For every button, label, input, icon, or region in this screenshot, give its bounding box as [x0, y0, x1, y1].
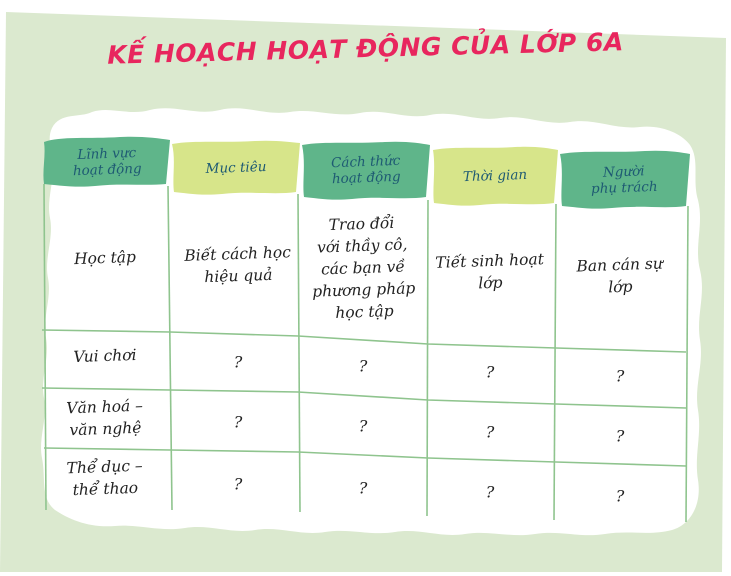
page-title: KẾ HOẠCH HOẠT ĐỘNG CỦA LỚP 6A [106, 27, 625, 70]
table-cell-r4-c1: Thể dục – thể thao [66, 456, 143, 500]
table-cell-r4-c2: ? [233, 474, 243, 494]
column-header-2: Mục tiêu [205, 158, 267, 178]
table-cell-r2-c1: Vui chơi [73, 345, 137, 367]
table-cell-r3-c1: Văn hoá – văn nghệ [66, 396, 144, 440]
table-cell-r3-c3: ? [358, 416, 368, 436]
table-cell-r3-c2: ? [233, 412, 243, 432]
table-cell-r1-c5: Ban cán sự lớp [576, 254, 664, 297]
table-cell-r2-c4: ? [485, 362, 495, 382]
table-cell-r3-c5: ? [615, 426, 625, 446]
column-header-3: Cách thức hoạt động [330, 152, 401, 188]
column-header-5: Người phụ trách [590, 163, 658, 198]
column-header-1: Lĩnh vực hoạt động [72, 144, 142, 180]
table-cell-r4-c5: ? [615, 486, 625, 506]
table-cell-r4-c4: ? [485, 482, 495, 502]
column-header-4: Thời gian [462, 166, 528, 186]
table-cell-r1-c2: Biết cách học hiệu quả [184, 243, 292, 287]
table-cell-r4-c3: ? [358, 478, 368, 498]
table-cell-r2-c5: ? [615, 366, 625, 386]
table-cell-r2-c3: ? [358, 356, 368, 376]
table-cell-r1-c1: Học tập [73, 247, 137, 269]
table-cell-r1-c3: Trao đổi với thầy cô, các bạn về phương pháp học tập [311, 213, 416, 322]
table-cell-r3-c4: ? [485, 422, 495, 442]
table-cell-r2-c2: ? [233, 352, 243, 372]
table-cell-r1-c4: Tiết sinh hoạt lớp [435, 250, 545, 293]
